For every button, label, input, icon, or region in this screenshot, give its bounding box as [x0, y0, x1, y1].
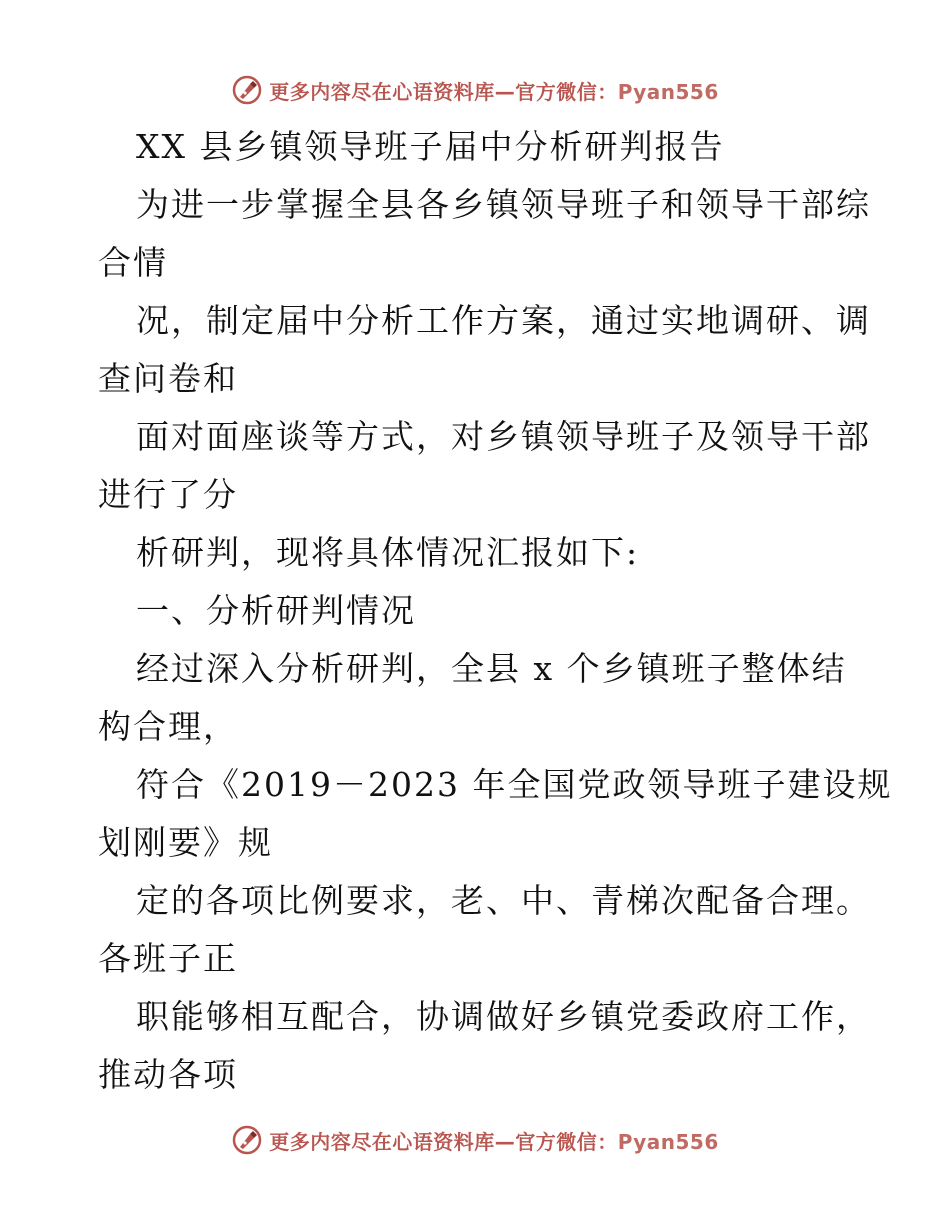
text-line: 一、分析研判情况	[136, 591, 416, 630]
text-line: 划刚要》规	[98, 823, 273, 862]
text-line: 定的各项比例要求，老、中、青梯次配备合理。	[136, 881, 871, 920]
text-line: 况，制定届中分析工作方案，通过实地调研、调	[136, 301, 871, 340]
text-line: XX 县乡镇领导班子届中分析研判报告	[136, 127, 725, 166]
text-line: 析研判，现将具体情况汇报如下:	[136, 533, 640, 572]
watermark-text: 更多内容尽在心语资料库—官方微信：Pyan556	[269, 79, 719, 104]
text-line: 各班子正	[98, 939, 238, 978]
text-line: 面对面座谈等方式，对乡镇领导班子及领导干部	[136, 417, 871, 456]
text-line: 构合理，	[98, 707, 238, 746]
wechat-id: Pyan556	[617, 1129, 719, 1154]
text-line: 职能够相互配合，协调做好乡镇党委政府工作，	[136, 997, 871, 1036]
text-line: 符合《2019－2023 年全国党政领导班子建设规	[136, 765, 893, 804]
pen-nib-seal-icon	[231, 74, 263, 106]
text-line: 经过深入分析研判，全县 x 个乡镇班子整体结	[136, 649, 847, 688]
watermark-text: 更多内容尽在心语资料库—官方微信：Pyan556	[269, 1129, 719, 1154]
text-line: 进行了分	[98, 475, 238, 514]
text-line: 推动各项	[98, 1055, 238, 1094]
text-line: 合情	[98, 243, 168, 282]
wechat-id: Pyan556	[617, 79, 719, 104]
text-line: 查问卷和	[98, 359, 238, 398]
document-body	[98, 118, 893, 1104]
watermark-banner-top	[0, 70, 950, 110]
pen-nib-seal-icon	[231, 1124, 263, 1156]
watermark-banner-bottom	[0, 1120, 950, 1160]
text-line: 为进一步掌握全县各乡镇领导班子和领导干部综	[136, 185, 871, 224]
